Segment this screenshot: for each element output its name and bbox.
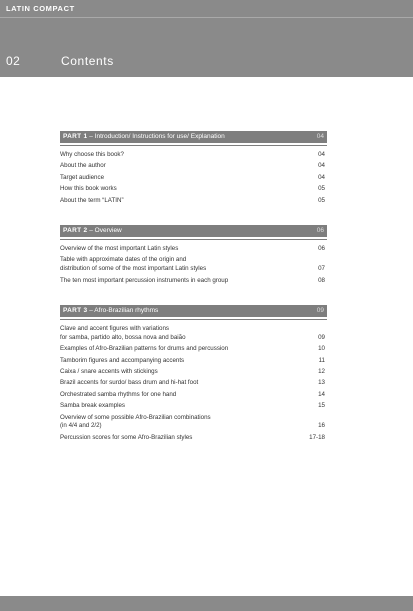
toc-entry[interactable] bbox=[60, 277, 327, 286]
entry-page: 06 bbox=[318, 245, 325, 252]
toc-part-1 bbox=[60, 131, 327, 208]
toc-entry[interactable] bbox=[60, 345, 327, 354]
toc-entry[interactable] bbox=[60, 368, 327, 377]
part-page-number: 06 bbox=[316, 227, 324, 234]
entry-page: 05 bbox=[318, 196, 325, 204]
entry-title: Percussion scores for some Afro-Brazilian styles bbox=[60, 433, 193, 441]
toc-entry[interactable] bbox=[60, 151, 327, 160]
toc-part-2 bbox=[60, 225, 327, 288]
toc-entry[interactable] bbox=[60, 402, 327, 411]
part-header bbox=[60, 305, 327, 317]
entry-page: 11 bbox=[318, 356, 325, 364]
chapter-title: Contents bbox=[61, 54, 114, 68]
entry-title: Tamborim figures and accompanying accents bbox=[60, 356, 185, 364]
part-number: PART 2 bbox=[63, 227, 88, 234]
entry-page: 17-18 bbox=[309, 433, 325, 441]
entry-title: Clave and accent figures with variations for samba, partido alto, bossa nova and baião bbox=[60, 325, 186, 341]
part-rule bbox=[60, 145, 327, 146]
entry-page: 07 bbox=[318, 265, 325, 273]
toc-entry[interactable] bbox=[60, 414, 327, 432]
entry-page: 10 bbox=[318, 345, 325, 353]
entry-page: 15 bbox=[318, 402, 325, 410]
entry-page: 04 bbox=[318, 162, 325, 170]
entry-title: About the term “LATIN” bbox=[60, 196, 124, 204]
part-page-number: 04 bbox=[316, 133, 324, 140]
part-subtitle: – Overview bbox=[87, 227, 122, 234]
toc-entry[interactable] bbox=[60, 162, 327, 171]
entry-page: 05 bbox=[318, 185, 325, 193]
entry-title: Overview of the most important Latin styles bbox=[60, 245, 179, 252]
entry-page: 04 bbox=[318, 173, 325, 181]
series-title: LATIN COMPACT bbox=[6, 4, 75, 13]
entry-title: Why choose this book? bbox=[60, 151, 124, 158]
part-page-number: 09 bbox=[316, 307, 324, 314]
entry-page: 08 bbox=[318, 276, 325, 284]
toc-entry[interactable] bbox=[60, 245, 327, 254]
part-rule bbox=[60, 319, 327, 320]
part-header bbox=[60, 131, 327, 143]
toc-entry[interactable] bbox=[60, 391, 327, 400]
entry-title: Overview of some possible Afro-Brazilian combinations (in 4/4 and 2/2) bbox=[60, 413, 211, 430]
entry-page: 13 bbox=[318, 379, 325, 387]
toc-part-3 bbox=[60, 305, 327, 445]
toc-entry[interactable] bbox=[60, 174, 327, 183]
entry-title: Caixa / snare accents with stickings bbox=[60, 367, 158, 375]
entry-page: 14 bbox=[318, 390, 325, 398]
toc-entry[interactable] bbox=[60, 357, 327, 366]
toc-entry[interactable] bbox=[60, 379, 327, 388]
toc-entry[interactable] bbox=[60, 256, 327, 274]
part-rule bbox=[60, 239, 327, 240]
toc-entry[interactable] bbox=[60, 185, 327, 194]
entry-page: 16 bbox=[318, 422, 325, 430]
entry-title: The ten most important percussion instruments in each group bbox=[60, 276, 229, 284]
entry-title: Samba break examples bbox=[60, 402, 126, 410]
toc-entry[interactable] bbox=[60, 434, 327, 443]
chapter-number: 02 bbox=[6, 54, 21, 68]
entry-title: How this book works bbox=[60, 185, 117, 193]
part-number: PART 3 bbox=[63, 307, 88, 314]
entry-title: Brazil accents for surdo/ bass drum and hi-hat foot bbox=[60, 379, 199, 387]
entry-page: 09 bbox=[318, 333, 325, 341]
part-number: PART 1 bbox=[63, 133, 88, 140]
entry-title: Target audience bbox=[60, 173, 105, 181]
part-subtitle: – Introduction/ Instructions for use/ Explanation bbox=[87, 133, 225, 140]
entry-page: 04 bbox=[318, 151, 325, 158]
entry-title: Orchestrated samba rhythms for one hand bbox=[60, 390, 177, 398]
entry-title: Examples of Afro-Brazilian patterns for drums and percussion bbox=[60, 345, 229, 353]
header-divider bbox=[0, 17, 413, 18]
entry-title: Table with approximate dates of the origin and distribution of some of the most important Latin styles bbox=[60, 256, 207, 273]
toc-entry[interactable] bbox=[60, 197, 327, 206]
page-footer-bar bbox=[0, 596, 413, 611]
part-subtitle: – Afro-Brazilian rhythms bbox=[87, 307, 159, 314]
toc-entry[interactable] bbox=[60, 325, 327, 343]
chapter-header bbox=[0, 0, 413, 77]
entry-page: 12 bbox=[318, 367, 325, 375]
part-header bbox=[60, 225, 327, 237]
entry-title: About the author bbox=[60, 162, 106, 170]
